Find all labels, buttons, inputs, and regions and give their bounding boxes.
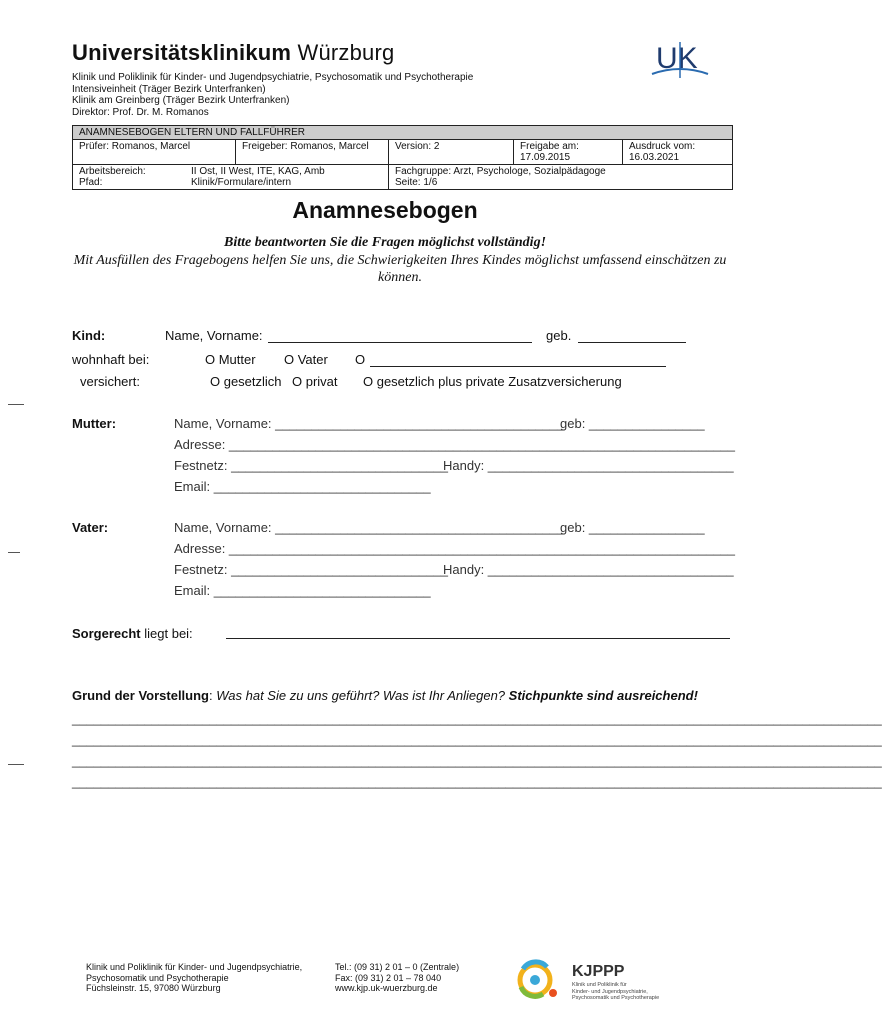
- freigabe-label: Freigabe am:: [520, 141, 579, 152]
- mutter-handy-field[interactable]: Handy: __________________________________: [443, 458, 734, 473]
- sorgerecht-field[interactable]: [226, 638, 730, 639]
- wohnhaft-other-option[interactable]: O: [355, 352, 366, 367]
- ausdruck-date: 16.03.2021: [629, 152, 680, 163]
- kjppp-wordmark: KJPPP: [572, 963, 625, 980]
- versichert-both-option[interactable]: O gesetzlich plus private Zusatzversicherung: [363, 374, 622, 389]
- kjppp-subtitle-line: Psychosomatik und Psychotherapie: [572, 995, 660, 1001]
- versichert-gesetzlich-option[interactable]: O gesetzlich: [210, 374, 282, 389]
- arbeitsbereich-label: Arbeitsbereich:: [79, 166, 146, 177]
- footer-contact: [335, 962, 459, 994]
- pfad-value: Klinik/Formulare/intern: [191, 177, 292, 188]
- vater-handy-field[interactable]: Handy: __________________________________: [443, 562, 734, 577]
- grund-answer-line[interactable]: ________________________________________________________________________________________________________________: [72, 732, 882, 747]
- fachgruppe-cell: [389, 165, 733, 190]
- department-line: Direktor: Prof. Dr. M. Romanos: [72, 106, 209, 118]
- arbeitsbereich-cell: [73, 165, 389, 190]
- fachgruppe-text: Fachgruppe: Arzt, Psychologe, Sozialpädagoge: [395, 166, 606, 177]
- mutter-label: Mutter:: [72, 416, 117, 431]
- grund-question-text: Was hat Sie zu uns geführt? Was ist Ihr Anliegen?: [216, 688, 509, 703]
- form-code-bar: ANAMNESEBOGEN ELTERN UND FALLFÜHRER: [73, 126, 733, 140]
- vater-festnetz-field[interactable]: Festnetz: ______________________________: [174, 562, 448, 577]
- wohnhaft-other-field[interactable]: [370, 366, 666, 367]
- department-line: Klinik und Poliklinik für Kinder- und Jugendpsychiatrie, Psychosomatik und Psychotherapie: [72, 72, 474, 83]
- grund-answer-line[interactable]: ________________________________________________________________________________________________________________: [72, 711, 882, 726]
- seite-text: Seite: 1/6: [395, 177, 438, 188]
- footer-address: [86, 962, 302, 994]
- sorgerecht-label-rest: liegt bei:: [140, 626, 193, 641]
- vater-label: Vater:: [72, 520, 109, 535]
- fold-mark: [8, 764, 24, 765]
- vater-email-field[interactable]: Email: ______________________________: [174, 583, 431, 598]
- kind-label: Kind:: [72, 328, 106, 343]
- department-line: Intensiveinheit (Träger Bezirk Unterfranken): [72, 83, 266, 95]
- vater-name-field[interactable]: Name, Vorname: ________________________________________: [174, 520, 565, 535]
- version-cell: Version: 2: [389, 140, 514, 165]
- sorgerecht-label: [72, 626, 193, 641]
- vater-geb-field[interactable]: geb: ________________: [560, 520, 705, 535]
- kind-geb-label: geb.: [546, 328, 572, 343]
- freigabe-cell: [514, 140, 623, 165]
- department-lines: [72, 72, 473, 118]
- intro-instruction: Bitte beantworten Sie die Fragen möglichst vollständig!: [223, 235, 547, 250]
- kjppp-subtitle: [572, 982, 659, 1002]
- pfad-label: Pfad:: [79, 177, 103, 188]
- footer-line: Psychosomatik und Psychotherapie: [86, 972, 229, 983]
- footer-line: Füchsleinstr. 15, 97080 Würzburg: [86, 983, 221, 993]
- grund-answer-line[interactable]: ________________________________________________________________________________________________________________: [72, 774, 882, 789]
- wohnhaft-mutter-option[interactable]: O Mutter: [205, 352, 256, 367]
- versichert-privat-option[interactable]: O privat: [292, 374, 338, 389]
- mutter-festnetz-field[interactable]: Festnetz: ______________________________: [174, 458, 448, 473]
- hospital-title: [72, 40, 394, 66]
- wohnhaft-vater-option[interactable]: O Vater: [284, 352, 328, 367]
- fold-mark: [8, 552, 20, 553]
- versichert-label: versichert:: [80, 374, 140, 389]
- pruefer-cell: Prüfer: Romanos, Marcel: [73, 140, 236, 165]
- ausdruck-label: Ausdruck vom:: [629, 141, 696, 152]
- grund-question: [72, 688, 698, 703]
- kjppp-subtitle-line: Kinder- und Jugendpsychiatrie,: [572, 988, 648, 995]
- department-line: Klinik am Greinberg (Träger Bezirk Unterfranken): [72, 95, 290, 106]
- hospital-title-city: Würzburg: [297, 40, 395, 65]
- sorgerecht-label-bold: Sorgerecht: [72, 626, 141, 641]
- freigeber-cell: Freigeber: Romanos, Marcel: [236, 140, 389, 165]
- ausdruck-cell: [623, 140, 733, 165]
- footer-fax: Fax: (09 31) 2 01 – 78 040: [335, 972, 442, 983]
- vater-adresse-field[interactable]: Adresse: ______________________________________________________________________: [174, 541, 736, 556]
- kind-name-label: Name, Vorname:: [165, 328, 263, 343]
- intro-description: Mit Ausfüllen des Fragebogens helfen Sie uns, die Schwierigkeiten Ihres Kindes möglichst umfassend einschätzen zu können.: [73, 253, 727, 285]
- fold-mark: [8, 404, 24, 405]
- grund-answer-line[interactable]: ________________________________________________________________________________________________________________: [72, 753, 882, 768]
- document-meta-table: [72, 125, 733, 190]
- arbeitsbereich-value: II Ost, II West, ITE, KAG, Amb: [191, 166, 325, 177]
- kjppp-subtitle-line: Klinik und Poliklinik für: [572, 982, 627, 988]
- grund-label: Grund der Vorstellung: [72, 688, 209, 703]
- mutter-email-field[interactable]: Email: ______________________________: [174, 479, 431, 494]
- uk-logo-text: UK: [656, 42, 698, 75]
- wohnhaft-label: wohnhaft bei:: [72, 352, 150, 367]
- uk-logo: [650, 38, 710, 82]
- mutter-name-field[interactable]: Name, Vorname: ________________________________________: [174, 416, 565, 431]
- mutter-geb-field[interactable]: geb: ________________: [560, 416, 705, 431]
- footer-website: www.kjp.uk-wuerzburg.de: [335, 983, 438, 993]
- kind-geb-field[interactable]: [578, 342, 686, 343]
- kjppp-logo-icon: [513, 957, 573, 1003]
- page-title: Anamnesebogen: [292, 197, 478, 223]
- footer-line: Klinik und Poliklinik für Kinder- und Jugendpsychiatrie,: [86, 962, 303, 972]
- footer-phone: Tel.: (09 31) 2 01 – 0 (Zentrale): [335, 962, 460, 972]
- grund-colon: :: [209, 688, 217, 703]
- kind-name-field[interactable]: [268, 342, 532, 343]
- mutter-adresse-field[interactable]: Adresse: ______________________________________________________________________: [174, 437, 736, 452]
- freigabe-date: 17.09.2015: [520, 152, 571, 163]
- hospital-title-bold: Universitätsklinikum: [72, 40, 292, 65]
- grund-hint: Stichpunkte sind ausreichend!: [508, 688, 698, 703]
